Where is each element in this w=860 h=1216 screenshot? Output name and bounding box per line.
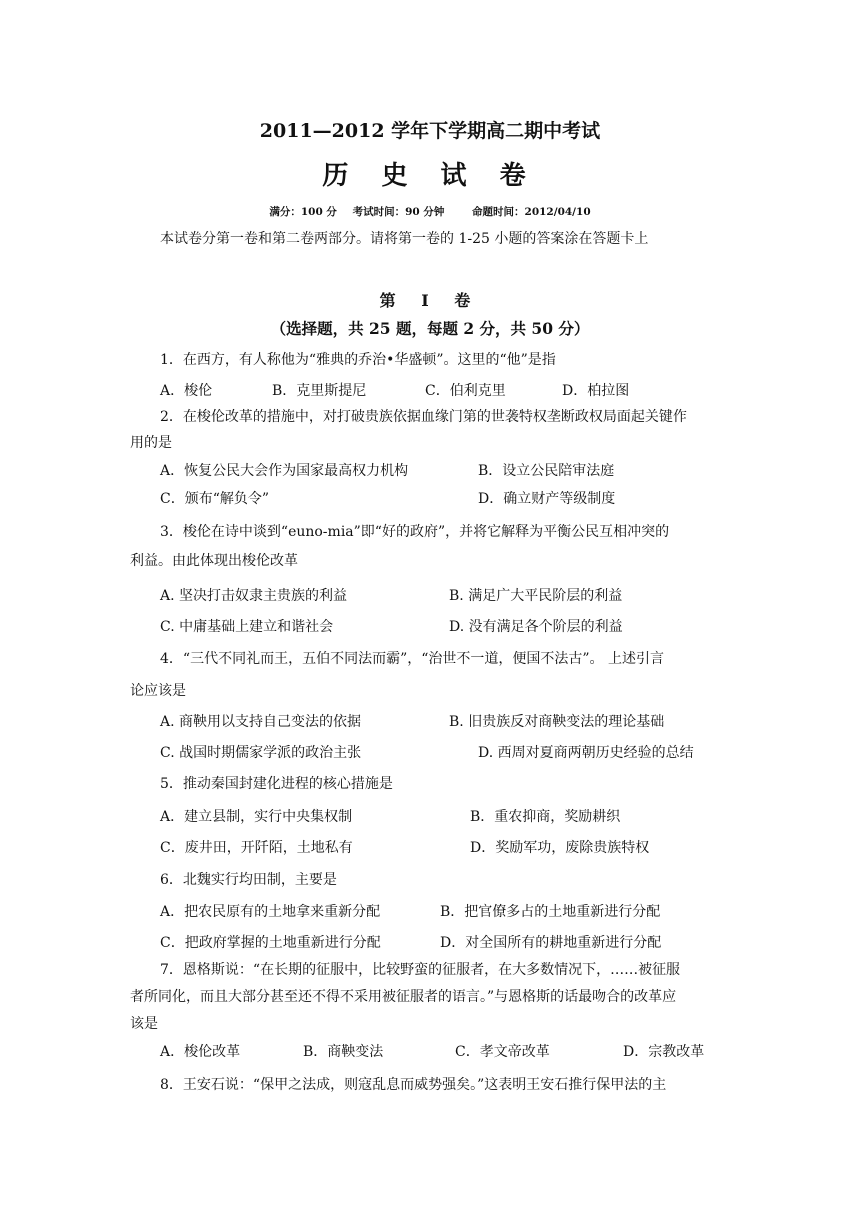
exam-title: 2011—2012 学年下学期高二期中考试 [259,120,601,142]
question-2-option-b: B．设立公民陪审法庭 [478,463,615,479]
question-2-stem-line1: 2．在梭伦改革的措施中，对打破贵族依据血缘门第的世袭特权垄断政权局面起关键作 [160,409,687,425]
question-1-option-c: C．伯利克里 [425,383,506,399]
exam-duration: 考试时间：90 分钟 [352,206,445,218]
exam-meta [0,204,860,219]
question-7-stem-line3: 该是 [130,1016,158,1032]
question-6-option-b: B．把官僚多占的土地重新进行分配 [440,904,661,920]
question-7-option-c: C．孝文帝改革 [455,1044,550,1060]
question-5-option-a: A．建立县制，实行中央集权制 [160,809,353,825]
question-7-option-d: D．宗教改革 [623,1044,705,1060]
question-6-option-a: A．把农民原有的土地拿来重新分配 [160,904,381,920]
question-2-option-d: D．确立财产等级制度 [478,491,616,507]
question-3-stem-line2: 利益。由此体现出梭伦改革 [130,553,298,569]
question-4-option-d: D. 西周对夏商两朝历史经验的总结 [478,745,694,761]
question-3-option-c: C. 中庸基础上建立和谐社会 [160,619,334,635]
question-7-option-b: B．商鞅变法 [303,1044,384,1060]
section-title: 第 Ⅰ 卷 [379,291,481,310]
question-3-stem-line1: 3．梭伦在诗中谈到“euno-mia”即“好的政府”，并将它解释为平衡公民互相冲突的 [160,524,670,540]
question-6-option-c: C．把政府掌握的土地重新进行分配 [160,935,381,951]
question-3-option-b: B. 满足广大平民阶层的利益 [449,588,623,604]
instruction-text: 本试卷分第一卷和第二卷两部分。请将第一卷的 1-25 小题的答案涂在答题卡上 [160,231,649,247]
question-5-option-b: B．重农抑商，奖励耕织 [470,809,621,825]
question-4-option-c: C. 战国时期儒家学派的政治主张 [160,745,362,761]
question-8-stem: 8．王安石说：“保甲之法成，则寇乱息而威势强矣。”这表明王安石推行保甲法的主 [160,1077,667,1093]
question-6-option-d: D．对全国所有的耕地重新进行分配 [440,935,662,951]
question-1-stem: 1．在西方，有人称他为“雅典的乔治•华盛顿”。这里的“他”是指 [160,352,556,368]
question-1-option-a: A．梭伦 [160,383,213,399]
question-7-stem-line2: 者所同化，而且大部分甚至还不得不采用被征服者的语言。”与恩格斯的话最吻合的改革应 [130,989,677,1005]
question-3-option-d: D. 没有满足各个阶层的利益 [449,619,623,635]
question-2-option-a: A．恢复公民大会作为国家最高权力机构 [160,463,409,479]
question-4-option-a: A. 商鞅用以支持自己变法的依据 [160,714,362,730]
question-1-option-b: B．克里斯提尼 [272,383,367,399]
question-2-option-c: C．颁布“解负令” [160,491,270,507]
question-4-stem-line2: 论应该是 [130,683,186,699]
question-3-option-a: A. 坚决打击奴隶主贵族的利益 [160,588,348,604]
question-7-option-a: A．梭伦改革 [160,1044,241,1060]
question-6-stem: 6．北魏实行均田制，主要是 [160,872,337,888]
subject-title: 历 史 试 卷 [322,161,538,191]
question-5-stem: 5．推动秦国封建化进程的核心措施是 [160,776,393,792]
set-date: 命题时间：2012/04/10 [472,206,591,218]
question-4-option-b: B. 旧贵族反对商鞅变法的理论基础 [449,714,665,730]
full-score: 满分：100 分 [269,206,337,218]
question-1-option-d: D．柏拉图 [562,383,630,399]
question-4-stem-line1: 4．“三代不同礼而王，五伯不同法而霸”，“治世不一道，便国不法古”。 上述引言 [160,651,664,667]
question-2-stem-line2: 用的是 [130,435,172,451]
question-5-option-c: C．废井田，开阡陌，土地私有 [160,840,353,856]
section-subtitle: （选择题，共 25 题，每题 2 分，共 50 分） [270,319,590,338]
question-5-option-d: D．奖励军功，废除贵族特权 [470,840,650,856]
question-7-stem-line1: 7．恩格斯说：“在长期的征服中，比较野蛮的征服者，在大多数情况下，……被征服 [160,962,681,978]
